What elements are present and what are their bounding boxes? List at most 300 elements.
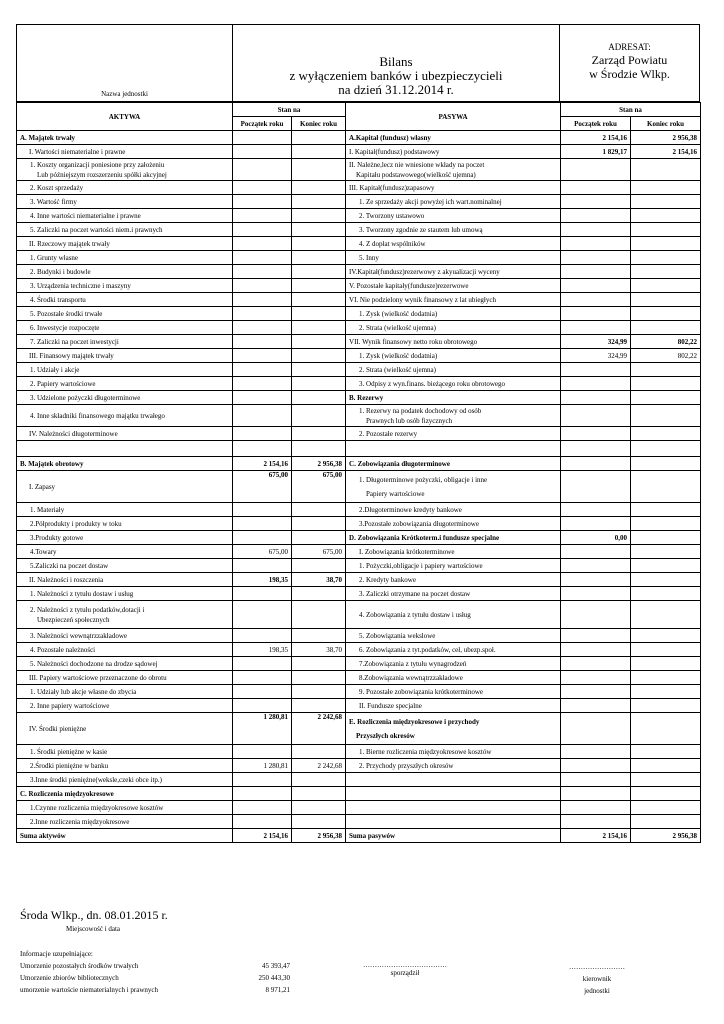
table-row — [17, 159, 701, 181]
pasywa-label — [346, 713, 561, 745]
aktywa-start-value: 198,35 — [233, 573, 292, 587]
aktywa-start-value — [233, 685, 292, 699]
pasywa-label — [346, 671, 561, 685]
addressee-box — [559, 25, 699, 101]
pasywa-end-value — [631, 773, 701, 787]
aktywa-label — [17, 237, 233, 251]
title-line-1: Bilans — [379, 54, 413, 69]
aktywa-label-text: 1. Należności z tytułu dostaw i usług — [30, 589, 134, 598]
pasywa-end-value — [631, 801, 701, 815]
pasywa-end-value — [631, 363, 701, 377]
aktywa-label — [17, 363, 233, 377]
aktywa-end-value — [292, 349, 346, 363]
table-row — [17, 745, 701, 759]
pasywa-end-value — [631, 573, 701, 587]
pasywa-label — [346, 321, 561, 335]
pasywa-start-value — [561, 587, 631, 601]
addressee — [560, 42, 699, 81]
table-row — [17, 307, 701, 321]
aktywa-label-text: B. Majątek obrotowy — [20, 459, 84, 468]
aktywa-end-value — [292, 587, 346, 601]
aktywa-label-text-cont: Ubezpieczeń społecznych — [37, 615, 110, 624]
pasywa-label — [346, 427, 561, 441]
aktywa-label — [17, 657, 233, 671]
aktywa-start-value — [233, 601, 292, 629]
pasywa-label-text: C. Zobowiązania długoterminowe — [349, 459, 450, 468]
table-row — [17, 335, 701, 349]
aktywa-start-value — [233, 801, 292, 815]
aktywa-end-value — [292, 745, 346, 759]
aktywa-label — [17, 699, 233, 713]
aktywa-label — [17, 573, 233, 587]
pasywa-end-value — [631, 377, 701, 391]
aktywa-label — [17, 629, 233, 643]
aktywa-start-value — [233, 657, 292, 671]
aktywa-label-text: 1. Udziały lub akcje własne do zbycia — [30, 687, 137, 696]
aktywa-label-text: 6. Inwestycje rozpoczęte — [30, 323, 100, 332]
aktywa-start-value — [233, 237, 292, 251]
table-row — [17, 181, 701, 195]
pasywa-end-value — [631, 685, 701, 699]
signature-line: ……………………………… — [363, 961, 447, 969]
table-row — [17, 321, 701, 335]
pasywa-end-value — [631, 307, 701, 321]
pasywa-label-text: 1. Zysk (wielkość dodatnia) — [359, 309, 438, 318]
aktywa-label — [17, 787, 233, 801]
aktywa-start-value — [233, 391, 292, 405]
pasywa-label-text: V. Pozostałe kapitały(fundusze)rezerwowe — [349, 281, 469, 290]
table-row — [17, 759, 701, 773]
table-row — [17, 601, 701, 629]
aktywa-start-value — [233, 131, 292, 145]
aktywa-start-value — [233, 531, 292, 545]
aktywa-label — [17, 745, 233, 759]
pasywa-start-value — [561, 657, 631, 671]
aktywa-end-value — [292, 293, 346, 307]
pasywa-label-text: 1. Długoterminowe pożyczki, obligacje i inne — [359, 475, 488, 484]
pasywa-end-value — [631, 745, 701, 759]
pasywa-label-text: I. Kapitał(fundusz) podstawowy — [349, 147, 440, 156]
pasywa-start-value — [561, 559, 631, 573]
pasywa-label-text: VI. Nie podzielony wynik finansowy z lat ubiegłych — [349, 295, 496, 304]
document-header — [16, 24, 700, 102]
pasywa-end-value — [631, 293, 701, 307]
aktywa-end-value — [292, 307, 346, 321]
pasywa-end-value: 2 956,38 — [631, 829, 701, 843]
info-item-value: 8 971,21 — [265, 986, 290, 994]
aktywa-end-value — [292, 265, 346, 279]
pasywa-start-value — [561, 159, 631, 181]
aktywa-label — [17, 503, 233, 517]
pasywa-end-value — [631, 787, 701, 801]
aktywa-end-value — [292, 441, 346, 457]
aktywa-label-text: 2. Koszt sprzedaży — [30, 183, 84, 192]
aktywa-end-value: 38,70 — [292, 643, 346, 657]
aktywa-end-value — [292, 815, 346, 829]
aktywa-label — [17, 545, 233, 559]
pasywa-label-text: 3. Zaliczki otrzymane na poczet dostaw — [359, 589, 471, 598]
aktywa-label-text: I. Wartości niematerialne i prawne — [29, 147, 126, 156]
pasywa-start-value — [561, 251, 631, 265]
pasywa-label-text: 4. Z dopłat wspólników — [359, 239, 426, 248]
pasywa-end-value — [631, 657, 701, 671]
pasywa-label — [346, 759, 561, 773]
aktywa-end-value — [292, 237, 346, 251]
pasywa-end-value — [631, 815, 701, 829]
pasywa-label-text: B. Rezerwy — [349, 393, 384, 402]
pasywa-start-value — [561, 209, 631, 223]
table-row — [17, 573, 701, 587]
pasywa-label-text: 3. Odpisy z wyn.finans. bieżącego roku obrotowego — [359, 379, 506, 388]
pasywa-label — [346, 441, 561, 457]
pasywa-start-value — [561, 279, 631, 293]
pasywa-start-value — [561, 441, 631, 457]
pasywa-start-value — [561, 773, 631, 787]
aktywa-start-value — [233, 159, 292, 181]
table-row — [17, 427, 701, 441]
aktywa-label — [17, 405, 233, 427]
pasywa-label-text: 9. Pozostałe zobowiązania krótkoterminowe — [359, 687, 484, 696]
pasywa-end-value — [631, 181, 701, 195]
pasywa-start-value — [561, 377, 631, 391]
aktywa-label-text: 3. Urządzenia techniczne i maszyny — [30, 281, 131, 290]
table-row — [17, 377, 701, 391]
pasywa-end-value — [631, 699, 701, 713]
aktywa-end-value — [292, 559, 346, 573]
title-line-2: z wyłączeniem banków i ubezpieczycieli — [289, 68, 503, 83]
pasywa-label — [346, 815, 561, 829]
info-item-value: 250 443,30 — [258, 974, 290, 982]
aktywa-label-text: 4. Środki transportu — [30, 295, 86, 304]
pasywa-label — [346, 517, 561, 531]
aktywa-stan-na-header: Stan na — [233, 103, 346, 117]
aktywa-end-value — [292, 405, 346, 427]
aktywa-label — [17, 815, 233, 829]
table-row — [17, 671, 701, 685]
aktywa-start-value: 2 154,16 — [233, 829, 292, 843]
pasywa-label — [346, 559, 561, 573]
pasywa-label — [346, 685, 561, 699]
table-row — [17, 587, 701, 601]
table-row — [17, 195, 701, 209]
pasywa-label-text: 4. Zobowiązania z tytułu dostaw i usług — [359, 610, 471, 619]
aktywa-end-value — [292, 209, 346, 223]
aktywa-end-value: 2 956,38 — [292, 829, 346, 843]
pasywa-start-value — [561, 573, 631, 587]
pasywa-start-header: Początek roku — [561, 117, 631, 131]
pasywa-end-value — [631, 457, 701, 471]
aktywa-end-value — [292, 223, 346, 237]
pasywa-label-text-cont: Przyszłych okresów — [356, 731, 415, 740]
pasywa-label — [346, 363, 561, 377]
pasywa-label — [346, 643, 561, 657]
pasywa-stan-na-header: Stan na — [561, 103, 701, 117]
pasywa-label-text: 8.Zobowiązania wewnątrzzakładowe — [359, 673, 463, 682]
aktywa-start-value — [233, 441, 292, 457]
aktywa-label-text-cont: Lub późniejszym rozszerzeniu spółki akcyjnej — [37, 170, 167, 179]
pasywa-label-text: III. Kapitał(fundusz)zapasowy — [349, 183, 435, 192]
table-row — [17, 405, 701, 427]
aktywa-label-text: 2. Budynki i budowle — [30, 267, 91, 276]
aktywa-label — [17, 159, 233, 181]
pasywa-label-text: 1. Rezerwy na podatek dochodowy od osób — [359, 406, 482, 415]
addressee-line-2: w Środzie Wlkp. — [589, 67, 670, 81]
aktywa-label-text: 2. Inne papiery wartościowe — [30, 701, 110, 710]
unit-name-label: Nazwa jednostki — [101, 90, 148, 98]
pasywa-label-text: 1. Ze sprzedaży akcji powyżej ich wart.nominalnej — [359, 197, 502, 206]
aktywa-start-value: 675,00 — [233, 471, 292, 503]
pasywa-label-text: 2. Przychody przyszłych okresów — [359, 761, 454, 770]
aktywa-label — [17, 829, 233, 843]
info-title: Informacje uzupełniające: — [20, 950, 93, 958]
pasywa-label-text: 6. Zobowiązania z tyt.podatków, ceł, ubezp.społ. — [359, 645, 496, 654]
aktywa-label-text: 1. Materiały — [30, 505, 65, 514]
aktywa-label — [17, 685, 233, 699]
aktywa-label-text: 3.Produkty gotowe — [30, 533, 84, 542]
pasywa-label-text: IV.Kapitał(fundusz)rezerwowy z akyualizacji wyceny — [349, 267, 500, 276]
aktywa-label-text: 5. Zaliczki na poczet wartości niem.i prawnych — [30, 225, 163, 234]
pasywa-end-value — [631, 531, 701, 545]
pasywa-start-value: 2 154,16 — [561, 131, 631, 145]
aktywa-end-value — [292, 685, 346, 699]
pasywa-label — [346, 279, 561, 293]
pasywa-label — [346, 471, 561, 503]
pasywa-end-value — [631, 671, 701, 685]
pasywa-label-text: VII. Wynik finansowy netto roku obrotowego — [349, 337, 478, 346]
aktywa-label-text: 3.Inne środki pieniężne(weksle,czeki obce itp.) — [30, 775, 162, 784]
pasywa-end-value — [631, 503, 701, 517]
aktywa-label — [17, 559, 233, 573]
pasywa-start-value: 324,99 — [561, 335, 631, 349]
pasywa-start-value — [561, 517, 631, 531]
aktywa-header: AKTYWA — [17, 103, 233, 131]
aktywa-start-value — [233, 293, 292, 307]
pasywa-start-value — [561, 181, 631, 195]
aktywa-label-text: 1. Udziały i akcje — [30, 365, 80, 374]
aktywa-label — [17, 601, 233, 629]
pasywa-start-value — [561, 685, 631, 699]
pasywa-end-value — [631, 643, 701, 657]
aktywa-start-value — [233, 815, 292, 829]
pasywa-label-text: 2. Tworzony ustawowo — [359, 211, 425, 220]
aktywa-end-value — [292, 279, 346, 293]
pasywa-label — [346, 405, 561, 427]
pasywa-label-text: 2. Strata (wielkość ujemna) — [359, 323, 436, 332]
aktywa-label — [17, 759, 233, 773]
signature-label: kierownik — [582, 975, 612, 983]
pasywa-start-value — [561, 671, 631, 685]
pasywa-label — [346, 145, 561, 159]
aktywa-end-value — [292, 251, 346, 265]
pasywa-label-text: II. Należne,lecz nie wniesione wkłady na poczet — [349, 160, 485, 169]
table-row — [17, 699, 701, 713]
pasywa-start-value — [561, 223, 631, 237]
aktywa-end-value — [292, 601, 346, 629]
aktywa-end-value — [292, 629, 346, 643]
pasywa-start-value: 2 154,16 — [561, 829, 631, 843]
table-header-row-1 — [17, 103, 701, 117]
balance-table — [16, 102, 701, 843]
table-row — [17, 237, 701, 251]
pasywa-label-text: A.Kapitał (fundusz) własny — [349, 133, 431, 142]
pasywa-label — [346, 587, 561, 601]
aktywa-label-text: IV. Należności długoterminowe — [29, 429, 118, 438]
aktywa-label-text: 7. Zaliczki na poczet inwestycji — [30, 337, 119, 346]
aktywa-label-text: 5. Pozostałe środki trwałe — [30, 309, 103, 318]
aktywa-label — [17, 251, 233, 265]
pasywa-start-value — [561, 405, 631, 427]
aktywa-label-text: 1. Środki pieniężne w kasie — [30, 747, 108, 756]
aktywa-end-value — [292, 391, 346, 405]
aktywa-label — [17, 181, 233, 195]
aktywa-label-text: 1. Grunty własne — [30, 253, 79, 262]
aktywa-label — [17, 517, 233, 531]
aktywa-start-value — [233, 335, 292, 349]
aktywa-start-value: 198,35 — [233, 643, 292, 657]
aktywa-start-value — [233, 503, 292, 517]
pasywa-label-text: Suma pasywów — [349, 831, 396, 840]
aktywa-label-text: 3. Wartość firmy — [30, 197, 77, 206]
aktywa-label-text: 2.Półprodukty i produkty w toku — [30, 519, 122, 528]
table-row — [17, 517, 701, 531]
aktywa-label-text: Suma aktywów — [20, 831, 66, 840]
pasywa-label — [346, 223, 561, 237]
pasywa-end-value — [631, 471, 701, 503]
pasywa-end-value — [631, 545, 701, 559]
pasywa-label — [346, 531, 561, 545]
aktywa-end-value: 2 242,68 — [292, 759, 346, 773]
pasywa-label-text: 2.Długoterminowe kredyty bankowe — [359, 505, 462, 514]
pasywa-label — [346, 251, 561, 265]
aktywa-end-value — [292, 801, 346, 815]
aktywa-start-value — [233, 307, 292, 321]
aktywa-label-text: 2.Środki pieniężne w banku — [30, 761, 109, 770]
pasywa-start-value — [561, 321, 631, 335]
pasywa-label-text: 2. Pozostałe rezerwy — [359, 429, 418, 438]
table-row — [17, 787, 701, 801]
pasywa-label — [346, 181, 561, 195]
addressee-line-1: Zarząd Powiatu — [591, 53, 668, 67]
pasywa-start-value — [561, 293, 631, 307]
aktywa-label — [17, 427, 233, 441]
aktywa-label — [17, 265, 233, 279]
aktywa-end-value — [292, 363, 346, 377]
aktywa-end-value: 2 956,38 — [292, 457, 346, 471]
pasywa-end-value — [631, 279, 701, 293]
pasywa-start-value: 0,00 — [561, 531, 631, 545]
table-row — [17, 629, 701, 643]
aktywa-start-value: 1 280,81 — [233, 759, 292, 773]
pasywa-label — [346, 629, 561, 643]
aktywa-label-text: 5. Należności dochodzone na drodze sądowej — [30, 659, 158, 668]
aktywa-label — [17, 773, 233, 787]
aktywa-label-text: IV. Środki pieniężne — [29, 724, 87, 733]
pasywa-end-value — [631, 587, 701, 601]
pasywa-end-value — [631, 223, 701, 237]
aktywa-end-value — [292, 503, 346, 517]
pasywa-end-value — [631, 559, 701, 573]
table-row — [17, 223, 701, 237]
aktywa-label — [17, 293, 233, 307]
pasywa-start-value — [561, 457, 631, 471]
table-row — [17, 801, 701, 815]
aktywa-label — [17, 531, 233, 545]
pasywa-start-value — [561, 237, 631, 251]
pasywa-start-value — [561, 699, 631, 713]
pasywa-label-text-cont: Kapitału podstawowego(wielkość ujemna) — [356, 170, 476, 179]
pasywa-start-value — [561, 745, 631, 759]
pasywa-label-text: II. Fundusze specjalne — [359, 701, 422, 710]
aktywa-start-value — [233, 223, 292, 237]
table-row — [17, 643, 701, 657]
pasywa-end-value — [631, 629, 701, 643]
pasywa-start-value — [561, 503, 631, 517]
aktywa-start-value — [233, 279, 292, 293]
pasywa-start-value — [561, 427, 631, 441]
table-row — [17, 471, 701, 503]
aktywa-label — [17, 391, 233, 405]
aktywa-label-text: 4. Inne składniki finansowego majątku trwałego — [30, 411, 165, 420]
signature-line: …………………… — [569, 963, 625, 971]
aktywa-end-value — [292, 657, 346, 671]
pasywa-label — [346, 657, 561, 671]
aktywa-label — [17, 131, 233, 145]
table-row — [17, 265, 701, 279]
document-title — [233, 55, 559, 97]
aktywa-start-value — [233, 195, 292, 209]
pasywa-label — [346, 349, 561, 363]
info-item-value: 45 393,47 — [262, 962, 290, 970]
pasywa-label-text: 2. Strata (wielkość ujemna) — [359, 365, 436, 374]
pasywa-end-value — [631, 713, 701, 745]
pasywa-label — [346, 745, 561, 759]
table-row — [17, 251, 701, 265]
aktywa-start-value: 675,00 — [233, 545, 292, 559]
aktywa-label — [17, 377, 233, 391]
aktywa-label — [17, 279, 233, 293]
table-row — [17, 503, 701, 517]
signature-label: sporządził — [390, 969, 420, 977]
aktywa-label-text: III. Papiery wartościowe przeznaczone do obrotu — [29, 673, 167, 682]
aktywa-start-value: 2 154,16 — [233, 457, 292, 471]
aktywa-end-value — [292, 159, 346, 181]
pasywa-label-text: I. Zobowiązania krótkoterminowe — [359, 547, 455, 556]
aktywa-start-value — [233, 787, 292, 801]
aktywa-label — [17, 349, 233, 363]
table-row — [17, 657, 701, 671]
info-item-label: umorzenie wartoście niematerialnych i prawnych — [20, 986, 158, 994]
pasywa-label — [346, 601, 561, 629]
pasywa-label-text-cont: Prawnych lub osób fizycznych — [366, 416, 453, 425]
pasywa-label — [346, 801, 561, 815]
pasywa-label-text: 5. Zobowiązania wekslowe — [359, 631, 436, 640]
table-row — [17, 441, 701, 457]
pasywa-start-value — [561, 471, 631, 503]
aktywa-label-text: 2.Inne rozliczenia międzyokresowe — [30, 817, 130, 826]
pasywa-label — [346, 391, 561, 405]
aktywa-end-value — [292, 181, 346, 195]
pasywa-label-text-cont: Papiery wartościowe — [366, 489, 425, 498]
table-row — [17, 209, 701, 223]
table-row — [17, 829, 701, 843]
aktywa-start-value — [233, 517, 292, 531]
pasywa-start-value — [561, 391, 631, 405]
table-row — [17, 363, 701, 377]
pasywa-label-text: 1. Bierne rozliczenia międzyokresowe kosztów — [359, 747, 492, 756]
pasywa-label — [346, 773, 561, 787]
pasywa-label-text: 7.Zobowiązania z tytułu wynagrodzeń — [359, 659, 467, 668]
pasywa-end-value — [631, 159, 701, 181]
